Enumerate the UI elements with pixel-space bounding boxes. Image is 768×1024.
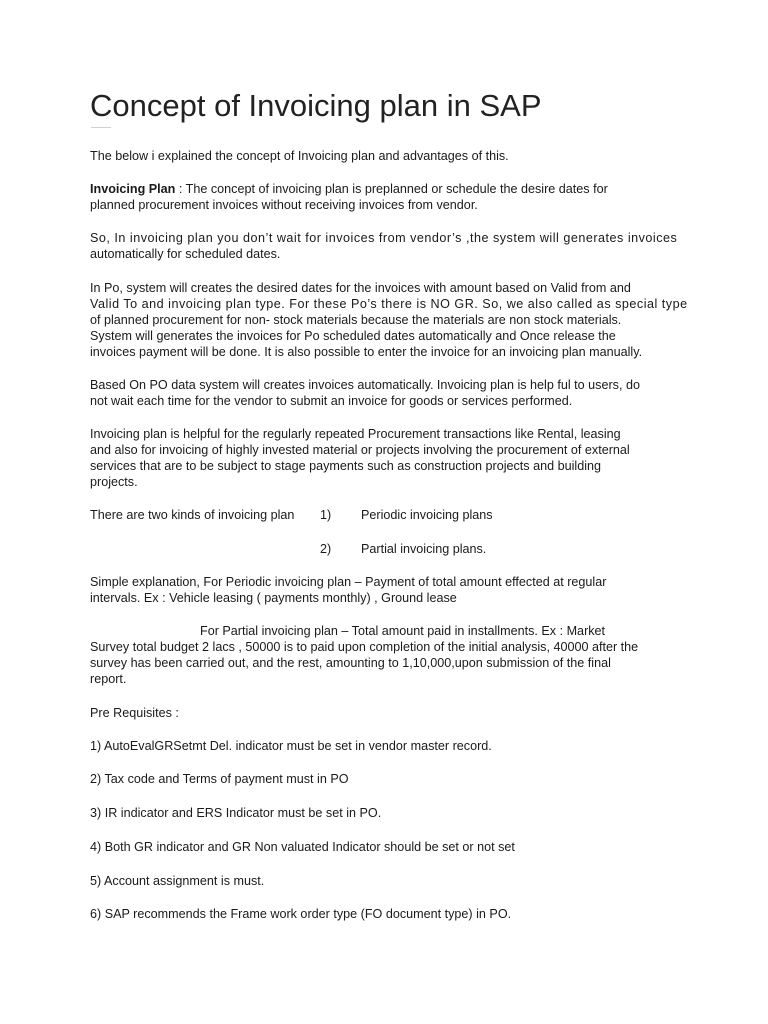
prereq-item-2: 2) Tax code and Terms of payment must in PO [90, 772, 349, 786]
partial-line-1: For Partial invoicing plan – Total amount paid in installments. Ex : Market [200, 624, 606, 638]
so-line-1: So, In invoicing plan you don’t wait for invoices from vendor’s ,the system will generates invoices [90, 231, 678, 245]
so-line-2: automatically for scheduled dates. [90, 247, 281, 261]
invoicing-plan-definition [90, 181, 680, 213]
po-line-4: System will generates the invoices for Po scheduled dates automatically and Once release the [90, 329, 616, 343]
kind-1-label: Periodic invoicing plans [361, 508, 493, 522]
po-line-1: In Po, system will creates the desired dates for the invoices with amount based on Valid from and [90, 281, 631, 295]
helpful-paragraph [90, 426, 680, 490]
helpful-line-3: services that are to be subject to stage payments such as construction projects and building [90, 459, 602, 473]
definition-line-2: planned procurement invoices without receiving invoices from vendor. [90, 198, 478, 212]
helpful-line-2: and also for invoicing of highly invested material or projects involving the procurement of external [90, 443, 630, 457]
helpful-line-4: projects. [90, 475, 138, 489]
partial-line-4: report. [90, 672, 127, 686]
so-paragraph [90, 230, 680, 262]
title-underline [91, 127, 111, 128]
prereq-heading: Pre Requisites : [90, 706, 179, 720]
simple-paragraph [90, 574, 680, 606]
partial-line-3: survey has been carried out, and the rest, amounting to 1,10,000,upon submission of the final [90, 656, 611, 670]
kind-2-number: 2) [320, 542, 332, 556]
po-paragraph [90, 280, 688, 360]
definition-term: Invoicing Plan [90, 182, 176, 196]
po-line-2: Valid To and invoicing plan type. For these Po’s there is NO GR. So, we also called as special type [90, 297, 688, 311]
prereq-item-1: 1) AutoEvalGRSetmt Del. indicator must be set in vendor master record. [90, 739, 492, 753]
prereq-item-3: 3) IR indicator and ERS Indicator must be set in PO. [90, 806, 382, 820]
partial-line-2: Survey total budget 2 lacs , 50000 is to paid upon completion of the initial analysis, 40000 after the [90, 640, 639, 654]
definition-line-1: Invoicing Plan : The concept of invoicing plan is preplanned or schedule the desire dates for [90, 182, 608, 196]
kinds-lead: There are two kinds of invoicing plan [90, 508, 295, 522]
kind-2-label: Partial invoicing plans. [361, 542, 487, 556]
simple-line-1: Simple explanation, For Periodic invoicing plan – Payment of total amount effected at regular [90, 575, 607, 589]
intro-paragraph: The below i explained the concept of Invoicing plan and advantages of this. [90, 149, 509, 163]
page-title: Concept of Invoicing plan in SAP [90, 88, 542, 123]
based-paragraph [90, 377, 680, 409]
helpful-line-1: Invoicing plan is helpful for the regularly repeated Procurement transactions like Rental, leasing [90, 427, 621, 441]
prereq-item-6: 6) SAP recommends the Frame work order type (FO document type) in PO. [90, 907, 512, 921]
kind-1-number: 1) [320, 508, 332, 522]
po-line-3: of planned procurement for non- stock materials because the materials are non stock materials. [90, 313, 622, 327]
prereq-item-4: 4) Both GR indicator and GR Non valuated Indicator should be set or not set [90, 840, 515, 854]
based-line-1: Based On PO data system will creates invoices automatically. Invoicing plan is help ful to users, do [90, 378, 640, 392]
simple-line-2: intervals. Ex : Vehicle leasing ( payments monthly) , Ground lease [90, 591, 457, 605]
partial-paragraph [90, 623, 680, 687]
prereq-item-5: 5) Account assignment is must. [90, 874, 265, 888]
based-line-2: not wait each time for the vendor to submit an invoice for goods or services performed. [90, 394, 573, 408]
po-line-5: invoices payment will be done. It is also possible to enter the invoice for an invoicing plan manually. [90, 345, 643, 359]
